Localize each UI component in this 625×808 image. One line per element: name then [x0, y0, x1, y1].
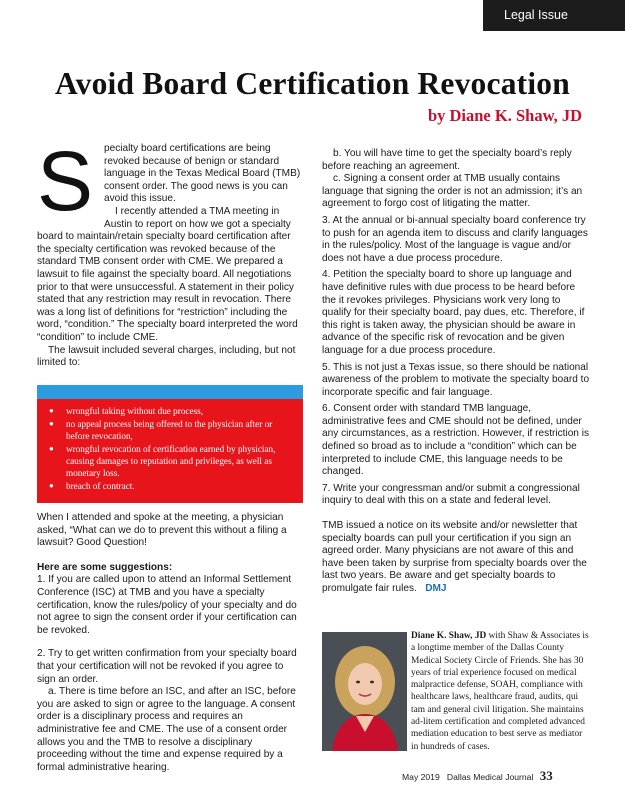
- suggestions-heading: Here are some suggestions:: [37, 561, 173, 573]
- charge-item: ● no appeal process being offered to the physician after or before revocation,: [49, 418, 297, 442]
- charge-item: ● wrongful revocation of certification earned by physician, causing damages to reputation and privileges, as well as monetary loss.: [49, 443, 297, 479]
- left-column: [37, 134, 304, 370]
- intro-paragraph-2: I recently attended a TMA meeting in Austin to report on how we got a specialty board to maintain/retain specialty board certification after the specialty certification was revoked because of the standard TMB consent order with CME. We prepared a lawsuit to file against the specialty board. All negotiations prior to that were unsuccessful. A statement in their policy stated that any restriction may result in revocation. There was a long list of definitions for “restriction” including the word, “condition.” The specialty board interpreted the word “condition” to include CME.: [37, 205, 298, 343]
- signoff: DMJ: [425, 583, 447, 594]
- section-tag: Legal Issue: [483, 0, 625, 31]
- page-number: 33: [539, 768, 553, 783]
- suggestion-6: 6. Consent order with standard TMB language, administrative fees and CME should not be defined, under any circumstances, as a restriction. However, if restriction is defined so broad as to include a “condition” which can be interpreted to include CME, this language needs to be changed.: [322, 403, 590, 478]
- closing-paragraph: [322, 520, 590, 596]
- charges-box: [37, 399, 303, 503]
- charge-item: ● breach of contract.: [49, 480, 297, 492]
- article-headline: Avoid Board Certification Revocation: [55, 66, 570, 101]
- suggestion-1: 1. If you are called upon to attend an Informal Settlement Conference (ISC) at TMB and you have a specialty certification, know the rules/policy of your specialty and do not agree to sign the consent order if your certification can be revoked.: [37, 574, 297, 636]
- footer-publication: Dallas Medical Journal: [446, 772, 534, 782]
- author-bio: [411, 630, 591, 753]
- charge-item: ● wrongful taking without due process,: [49, 405, 297, 417]
- author-bio-text: with Shaw & Associates is a longtime member of the Dallas County Medical Society Circle of Friends. She has 30 years of trial experience focused on medical malpractice defense, SOAH, compliance with healthcare laws, healthcare fraud, audits, qui tam and general civil litigation. She maintains ad-litem certification and completed advanced mediation education to best serve as mediator in hundreds of cases.: [411, 631, 589, 752]
- author-name: Diane K. Shaw, JD: [411, 631, 487, 641]
- suggestion-3: 3. At the annual or bi-annual specialty board conference try to push for an agenda item to discuss and clarify languages in the rules/policy. Most of the language is vague and/or does not have a due process procedure.: [322, 214, 588, 264]
- suggestion-5: 5. This is not just a Texas issue, so there should be national awareness of the problem to motivate the specialty board to incorporate specific and fair language.: [322, 361, 590, 398]
- page-footer: [402, 768, 553, 784]
- suggestion-4: 4. Petition the specialty board to shore up language and have definitive rules with due process to be heard before the it revokes privileges. Physicians work very long to qualify for their specialty board, pay dues, etc. Therefore, if this right is taken away, the physician should be aware in advance of the specific risk of revocation and be given language for a due process procedure.: [322, 269, 585, 356]
- intro-paragraph-1: pecialty board certifications are being revoked because of benign or standard language in the Texas Medical Board (TMB) consent order. The good news is you can avoid this issue.: [104, 143, 301, 205]
- suggestion-2: 2. Try to get written confirmation from your specialty board that your certification will not be revoked if you agree to sign an order.: [37, 648, 297, 685]
- left-column-lower: [37, 512, 304, 774]
- author-photo: [322, 632, 407, 751]
- footer-issue: May 2019: [402, 772, 440, 782]
- drop-cap: S: [37, 134, 94, 228]
- charges-header-bar: [37, 385, 303, 399]
- byline: by Diane K. Shaw, JD: [427, 106, 582, 125]
- right-column: [322, 148, 590, 596]
- suggestion-7: 7. Write your congressman and/or submit a congressional inquiry to deal with this on a state and federal level.: [322, 482, 580, 507]
- suggestion-2a: a. There is time before an ISC, and after an ISC, before you are asked to sign or agree to the language. A consent order is a disciplinary process and requires an administrative fee and CME. The use of a consent order allows you and the TMB to resolve a disciplinary proceeding without the time and expense required by a formal administrative hearing.: [37, 686, 296, 773]
- charges-list: [49, 405, 297, 492]
- intro-paragraph-3: The lawsuit included several charges, including, but not limited to:: [37, 344, 296, 369]
- question-paragraph: When I attended and spoke at the meeting, a physician asked, “What can we do to prevent this without a filing a lawsuit? Good Question!: [37, 512, 287, 549]
- closing-text: TMB issued a notice on its website and/or newsletter that specialty boards can pull your certification if you sign an agreed order. Many physicians are not aware of this and have been taken by surprise from specialty boards over the last two years. Be aware and get specialty boards to promulgate fair rules.: [322, 520, 587, 594]
- suggestion-2b: b. You will have time to get the specialty board’s reply before reaching an agreement.: [322, 148, 572, 172]
- suggestion-2c: c. Signing a consent order at TMB usually contains language that signing the order is not an admission; it’s an agreement to forgo cost of litigating the matter.: [322, 173, 583, 210]
- author-portrait-image: [322, 632, 407, 751]
